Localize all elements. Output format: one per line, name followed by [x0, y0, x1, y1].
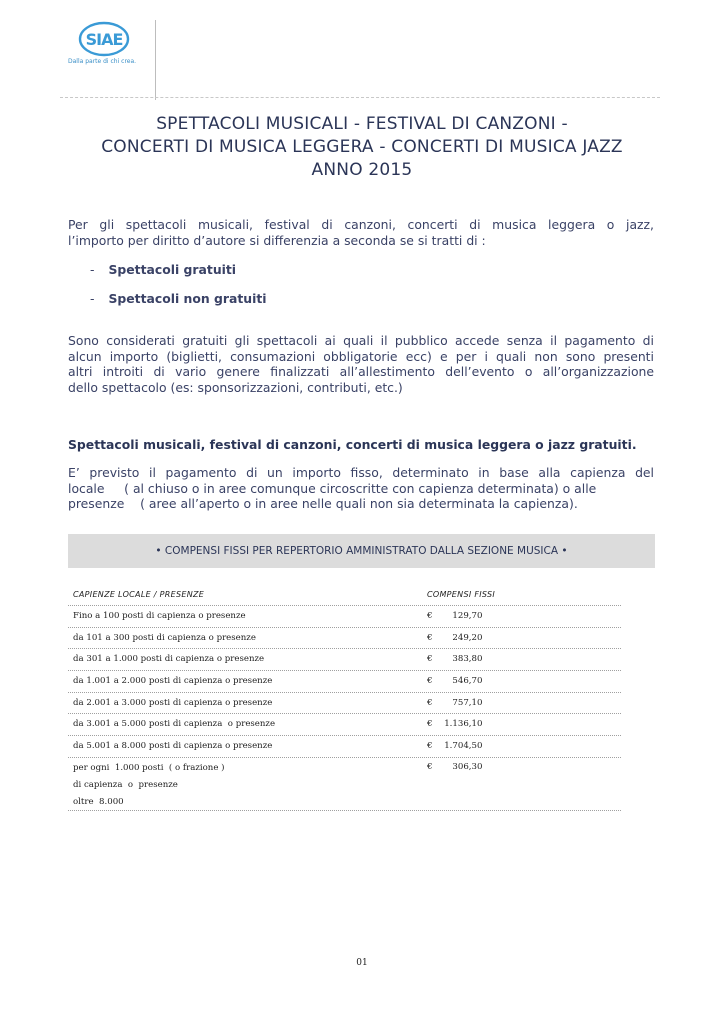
euro-sign: € — [427, 632, 433, 643]
definition-line-2: alcun importo (biglietti, consumazioni obbligatorie ecc) e per i quali non sono presenti — [68, 348, 654, 364]
row-amount — [427, 741, 482, 751]
row-amount — [427, 676, 482, 686]
table-row — [68, 606, 621, 628]
last-row-line-3: oltre 8.000 — [73, 796, 124, 807]
table-row — [68, 671, 621, 693]
section-line-2: locale ( al chiuso o in aree comunque circoscritte con capienza determinata) o alle — [68, 480, 597, 496]
row-range: da 301 a 1.000 posti di capienza o presenze — [73, 654, 265, 665]
compensi-banner — [68, 534, 655, 568]
header-capienze: CAPIENZE LOCALE / PRESENZE — [73, 590, 205, 599]
definition-line-4: dello spettacolo (es: sponsorizzazioni, contributi, etc.) — [68, 379, 403, 395]
row-range: da 5.001 a 8.000 posti di capienza o presenze — [73, 741, 273, 752]
header-rule — [60, 97, 660, 98]
definition-paragraph — [68, 333, 654, 395]
intro-paragraph — [68, 217, 654, 248]
table-row — [68, 736, 621, 758]
table-row — [68, 714, 621, 736]
row-amount — [427, 762, 482, 772]
table-row — [68, 693, 621, 715]
amount-value: 383,80 — [452, 654, 483, 665]
row-range: da 101 a 300 posti di capienza o presenze — [73, 632, 256, 643]
title-line-3: ANNO 2015 — [311, 160, 413, 180]
last-row-line-1: per ogni 1.000 posti ( o frazione ) — [73, 762, 225, 773]
siae-logo — [76, 20, 136, 60]
definition-line-1: Sono considerati gratuiti gli spettacoli ai quali il pubblico accede senza il pagamento di — [68, 333, 654, 348]
row-range — [73, 760, 225, 811]
section-line-3: presenze ( aree all’aperto o in aree nelle quali non sia determinata la capienza). — [68, 496, 578, 511]
bullet-paid — [90, 291, 267, 306]
section-paragraph — [68, 465, 654, 512]
compensi-table — [68, 585, 621, 811]
amount-value: 757,10 — [452, 697, 483, 708]
row-range: da 3.001 a 5.000 posti di capienza o presenze — [73, 719, 276, 730]
definition-line-3: altri introiti di vario genere finalizzati all’allestimento dell’evento o all’organizzazione — [68, 364, 654, 379]
section-line-1: E’ previsto il pagamento di un importo fisso, determinato in base alla capienza del — [68, 465, 654, 480]
amount-value: 1.704,50 — [444, 741, 483, 752]
logo-tagline: Dalla parte di chi crea. — [68, 58, 137, 65]
header-divider — [155, 20, 156, 100]
table-header-row — [68, 585, 621, 606]
euro-sign: € — [427, 761, 433, 772]
row-amount — [427, 719, 482, 729]
euro-sign: € — [427, 741, 433, 752]
row-amount — [427, 698, 482, 708]
table-row — [68, 649, 621, 671]
intro-line-1: Per gli spettacoli musicali, festival di canzoni, concerti di musica leggera o jazz, — [68, 217, 654, 232]
euro-sign: € — [427, 654, 433, 665]
last-row-line-2: di capienza o presenze — [73, 779, 178, 790]
row-amount — [427, 633, 482, 643]
page-number: 01 — [356, 958, 368, 968]
bullet-marker: - — [90, 291, 95, 306]
amount-value: 306,30 — [452, 761, 483, 772]
row-amount — [427, 654, 482, 664]
amount-value: 1.136,10 — [444, 719, 483, 730]
bullet-label: Spettacoli gratuiti — [108, 262, 237, 277]
amount-value: 249,20 — [452, 632, 483, 643]
amount-value: 546,70 — [452, 676, 483, 687]
table-row — [68, 628, 621, 650]
amount-value: 129,70 — [452, 611, 483, 621]
euro-sign: € — [427, 719, 433, 730]
row-amount — [427, 611, 482, 621]
section-heading: Spettacoli musicali, festival di canzoni, concerti di musica leggera o jazz gratuiti. — [68, 437, 637, 452]
row-range: da 1.001 a 2.000 posti di capienza o presenze — [73, 676, 273, 687]
euro-sign: € — [427, 676, 433, 687]
euro-sign: € — [427, 697, 433, 708]
logo-text: SIAE — [85, 30, 123, 49]
euro-sign: € — [427, 611, 433, 621]
bullet-label: Spettacoli non gratuiti — [108, 291, 267, 306]
row-range: da 2.001 a 3.000 posti di capienza o presenze — [73, 697, 273, 708]
banner-text: • COMPENSI FISSI PER REPERTORIO AMMINISTRATO DALLA SEZIONE MUSICA • — [155, 545, 568, 557]
header-compensi: COMPENSI FISSI — [427, 590, 496, 599]
title-line-1: SPETTACOLI MUSICALI - FESTIVAL DI CANZONI - — [156, 114, 568, 134]
row-range: Fino a 100 posti di capienza o presenze — [73, 611, 246, 621]
title-line-2: CONCERTI DI MUSICA LEGGERA - CONCERTI DI MUSICA JAZZ — [101, 137, 623, 157]
table-row-over-8000 — [68, 758, 621, 811]
intro-line-2: l’importo per diritto d’autore si differenzia a seconda se si tratti di : — [68, 232, 486, 248]
bullet-marker: - — [90, 262, 95, 277]
bullet-free — [90, 262, 236, 277]
